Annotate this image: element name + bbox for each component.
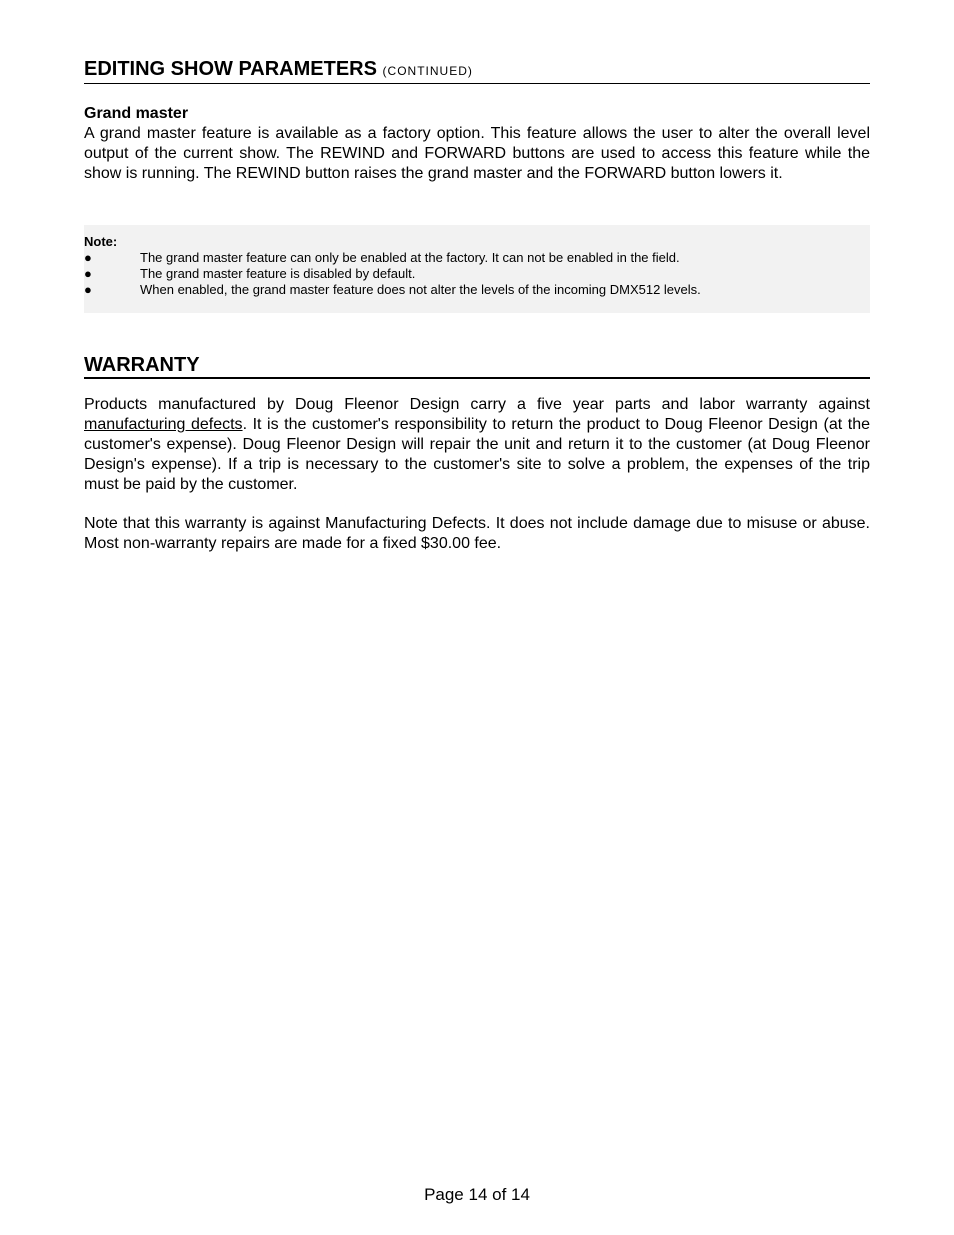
note-item [84, 250, 870, 266]
bullet-icon: ● [84, 282, 92, 297]
note-item [84, 266, 870, 282]
grand-master-paragraph: A grand master feature is available as a factory option. This feature allows the user to alter the overall level output of the current show. The REWIND and FORWARD buttons are used to access this feature while the show is running. The REWIND button raises the grand master and the FORWARD button lowers it. [84, 125, 870, 182]
note-label: Note: [84, 234, 118, 249]
note-item-text: The grand master feature can only be enabled at the factory. It can not be enabled in the field. [140, 250, 680, 265]
note-item-text: When enabled, the grand master feature does not alter the levels of the incoming DMX512 levels. [140, 282, 701, 297]
note-list [84, 250, 870, 298]
note-item-text: The grand master feature is disabled by default. [140, 266, 416, 281]
continued-label: (CONTINUED) [382, 64, 473, 78]
note-box [84, 225, 870, 313]
warranty-p1-rest: . It is the customer's responsibility to return the product to Doug Fleenor Design (at the customer's expense). Doug Fleenor Design will repair the unit and return it to the customer (at Doug Fleenor Design's expense). If a trip is necessary to the customer's site to solve a problem, the expenses of the trip must be paid by the customer. [84, 416, 871, 493]
warranty-paragraph-1 [84, 395, 870, 495]
section-heading-editing-show-parameters [84, 57, 870, 84]
warranty-p1-lead: Products manufactured by Doug Fleenor Design carry a five year parts and labor warranty against [84, 396, 870, 413]
warranty-p1-underlined: manufacturing defects [84, 416, 243, 433]
page-footer: Page 14 of 14 [424, 1185, 530, 1204]
section-heading-warranty: WARRANTY [84, 353, 870, 379]
bullet-icon: ● [84, 266, 92, 281]
note-item [84, 282, 870, 298]
section-title: EDITING SHOW PARAMETERS [84, 58, 377, 80]
bullet-icon: ● [84, 250, 92, 265]
warranty-paragraph-2: Note that this warranty is against Manufacturing Defects. It does not include damage due to misuse or abuse. Most non-warranty repairs are made for a fixed $30.00 fee. [84, 515, 870, 552]
subheading-grand-master: Grand master [84, 105, 189, 122]
